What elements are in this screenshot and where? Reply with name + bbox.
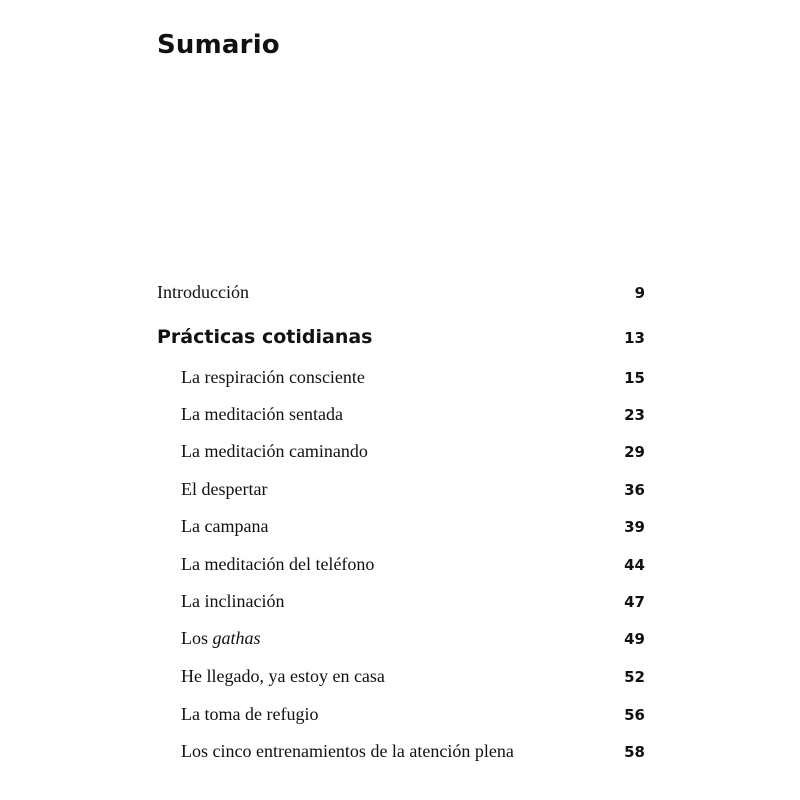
toc-entry-title: El despertar	[181, 479, 268, 499]
toc-entry-title: Los cinco entrenamientos de la atención plena	[181, 741, 514, 761]
toc-entry-page-number: 58	[624, 743, 645, 761]
toc-entry-meditacion-caminando[interactable]	[181, 441, 645, 462]
toc-entry-cinco-entrenamientos[interactable]	[181, 741, 645, 762]
toc-section-title: Prácticas cotidianas	[157, 326, 373, 348]
toc-entry-title: La toma de refugio	[181, 704, 319, 724]
toc-entry-title: La respiración consciente	[181, 367, 365, 387]
toc-entry-campana[interactable]	[181, 516, 645, 537]
toc-entry-title-italic: gathas	[212, 628, 261, 648]
toc-entry-title: Los gathas	[181, 628, 261, 648]
toc-entry-toma-refugio[interactable]	[181, 704, 645, 725]
toc-entry-page-number: 36	[624, 481, 645, 499]
toc-entry-respiracion[interactable]	[181, 367, 645, 388]
toc-entry-title: He llegado, ya estoy en casa	[181, 666, 385, 686]
toc-entry-title: La meditación del teléfono	[181, 554, 375, 574]
toc-entry-introduccion[interactable]	[157, 282, 645, 303]
toc-entry-page-number: 39	[624, 518, 645, 536]
toc-entry-title: La meditación caminando	[181, 441, 368, 461]
toc-entry-page-number: 29	[624, 443, 645, 461]
toc-entry-meditacion-sentada[interactable]	[181, 404, 645, 425]
toc-entry-inclinacion[interactable]	[181, 591, 645, 612]
toc-entry-meditacion-telefono[interactable]	[181, 554, 645, 575]
page-title: Sumario	[157, 30, 280, 60]
toc-entry-title: Introducción	[157, 282, 249, 302]
toc-entry-despertar[interactable]	[181, 479, 645, 500]
toc-entry-page-number: 56	[624, 706, 645, 724]
toc-entry-page-number: 23	[624, 406, 645, 424]
toc-entry-he-llegado[interactable]	[181, 666, 645, 687]
toc-entry-page-number: 47	[624, 593, 645, 611]
toc-entry-page-number: 52	[624, 668, 645, 686]
toc-entry-page-number: 9	[634, 284, 645, 302]
toc-entry-title: La inclinación	[181, 591, 285, 611]
toc-entry-title: La campana	[181, 516, 269, 536]
toc-entry-title: La meditación sentada	[181, 404, 343, 424]
toc-entry-page-number: 49	[624, 630, 645, 648]
toc-entry-page-number: 44	[624, 556, 645, 574]
toc-entry-gathas[interactable]	[181, 628, 645, 649]
toc-entry-page-number: 15	[624, 369, 645, 387]
toc-section-practicas-cotidianas[interactable]	[157, 326, 645, 348]
toc-section-page-number: 13	[624, 329, 645, 347]
